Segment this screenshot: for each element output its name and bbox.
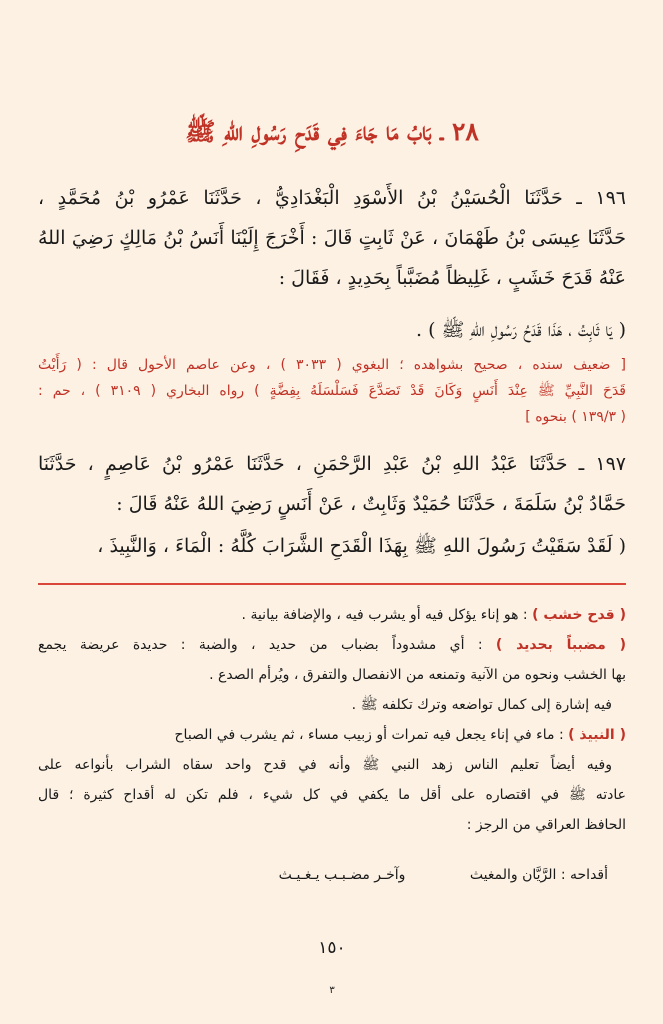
poem-second-hemistich: وآخـر مضـبـب يـغـيـث — [278, 867, 406, 883]
note-nabidh — [38, 720, 626, 750]
note-text: : أي مشدوداً بضباب من حديد ، والضبة : حديدة عريضة يجمع — [38, 637, 496, 653]
book-page — [38, 0, 626, 1024]
hadith-196 — [38, 178, 626, 298]
note-term: ( قدح خشب ) — [532, 607, 626, 623]
hadith-196-saying: ( يَا ثَابِتُ ، هَذَا قَدَحُ رَسُولِ اللهِ ﷺ ) . — [415, 319, 626, 341]
note-tawadu: فيه إشارة إلى كمال تواضعه وترك تكلفه ﷺ . — [351, 697, 612, 713]
page-number: ١٥٠ — [318, 938, 346, 958]
poem-verse — [38, 860, 626, 890]
takhrij-line-2: قَدَحَ النَّبِيِّ ﷺ عِنْدَ أَنَسٍ وَكَانَ قَدْ تَصَدَّعَ فَسَلْسَلَهُ بِفِضَّةٍ ) رواه البخاري ( ٣١٠٩ ) ، حم : — [38, 383, 626, 399]
note-mudabbab-cont: بها الخشب ونحوه من الآنية وتمنعه من الانفصال والتفرق ، ويُرأم الصدع . — [209, 667, 626, 683]
hadith-197-saying: ( لَقَدْ سَقَيْتُ رَسُولَ اللهِ ﷺ بِهَذَا الْقَدَحِ الشَّرَابَ كُلَّهُ : الْمَاءَ ، وَالنَّبِيذَ ، — [97, 535, 626, 557]
hadith-197-line-1: ١٩٧ ـ حَدَّثَنَا عَبْدُ اللهِ بْنُ عَبْدِ الرَّحْمَنِ ، حَدَّثَنَا عَمْرُو بْنُ عَاصِمٍ ، حَدَّثَنَا — [38, 453, 626, 475]
footnote-divider — [38, 583, 626, 585]
note-zuhd-2: عادته ﷺ في اقتصاره على أقل ما يكفي في كل شيء ، فلم تكن له أقداح كثيرة ؛ قال — [38, 787, 626, 803]
note-term: ( مضبباً بحديد ) — [495, 637, 626, 653]
note-mudabbab — [38, 630, 626, 660]
hadith-196-line-3: عَنْهُ قَدَحَ خَشَبٍ ، غَلِيظاً مُضَبَّباً بِحَدِيدٍ ، فَقَالَ : — [278, 267, 626, 289]
takhrij-line-3: ( ١٣٩/٣ ) بنحوه ] — [525, 409, 626, 425]
hadith-196-line-1: ١٩٦ ـ حَدَّثَنَا الْحُسَيْنُ بْنُ الأَسْوَدِ الْبَغْدَادِيُّ ، حَدَّثَنَا عَمْرُو بْنُ مُحَمَّدٍ ، — [38, 187, 626, 209]
note-qadah-khashab — [38, 600, 626, 630]
hadith-197-line-2: حَمَّادُ بْنُ سَلَمَةَ ، حَدَّثَنَا حُمَيْدٌ وَثَابِتٌ ، عَنْ أَنَسٍ رَضِيَ اللهُ عَنْهُ قَالَ : — [116, 493, 626, 515]
hadith-197 — [38, 444, 626, 524]
note-zuhd-1: وفيه أيضاً تعليم الناس زهد النبي ﷺ وأنه في قدح واحد سقاه الشراب بأنواعه على — [38, 757, 612, 773]
note-zuhd-3: الحافظ العراقي من الرجز : — [466, 817, 626, 833]
takhrij-line-1: [ ضعيف سنده ، صحيح بشواهده ؛ البغوي ( ٣٠٣٣ ) ، وعن عاصم الأحول قال : ( رَأَيْتُ — [38, 357, 626, 373]
chapter-title: ٢٨ ـ بَابُ مَا جَاءَ فِي قَدَحِ رَسُولِ اللهِ ﷺ — [185, 117, 479, 146]
note-text: : ماء في إناء يجعل فيه تمرات أو زبيب مساء ، ثم يشرب في الصباح — [174, 727, 569, 743]
note-text: : هو إناء يؤكل فيه أو يشرب فيه ، والإضافة بيانية . — [241, 607, 533, 623]
commentary-notes — [38, 600, 626, 840]
hadith-196-line-2: حَدَّثَنَا عِيسَى بْنُ طَهْمَانَ ، عَنْ ثَابِتٍ قَالَ : أَخْرَجَ إِلَيْنَا أَنَسُ بْنُ مَالِكٍ رَضِيَ اللهُ — [38, 227, 626, 249]
takhrij-note — [38, 352, 626, 430]
poem-first-hemistich: أقداحه : الرَّيَّان والمغيث — [469, 867, 608, 883]
bottom-mark: ٣ — [329, 985, 335, 996]
note-term: ( النبيذ ) — [568, 727, 626, 743]
